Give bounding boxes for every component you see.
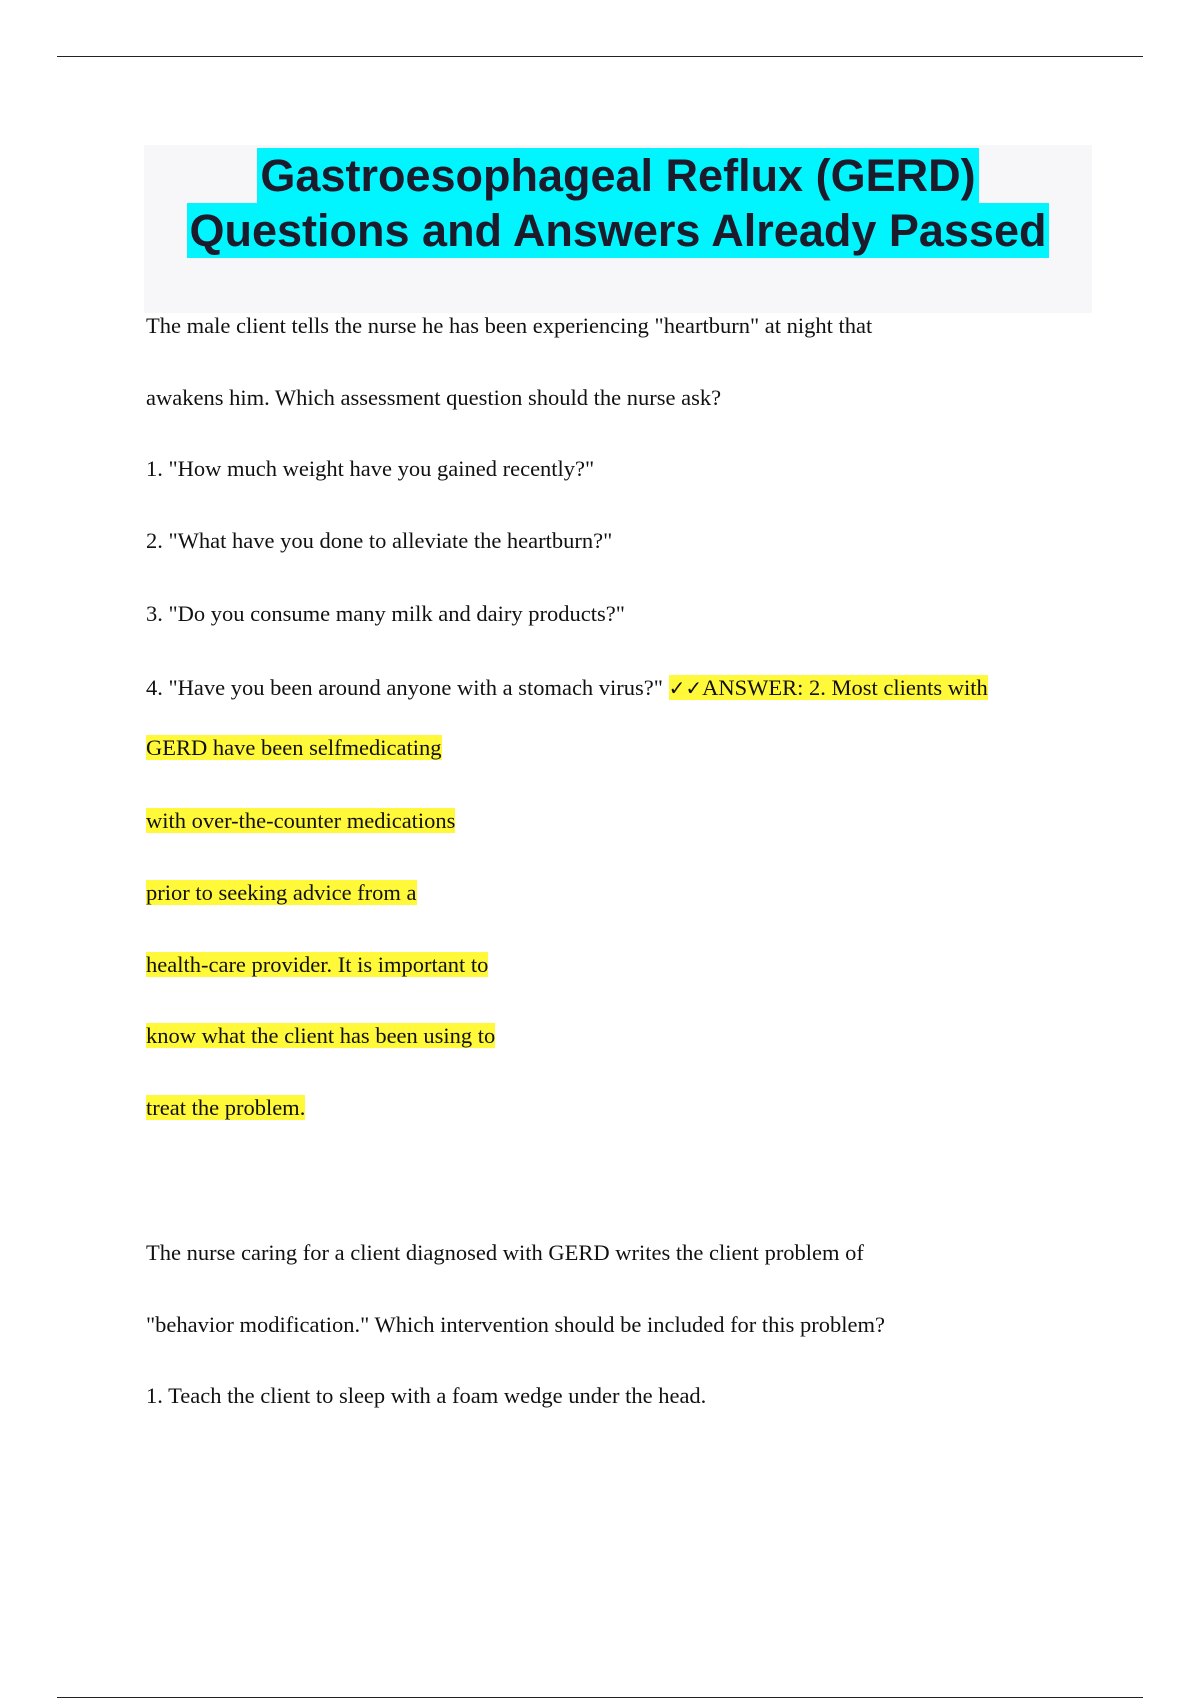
q1-answer-line-5 (146, 950, 488, 980)
q1-answer-line-4 (146, 878, 417, 908)
q2-option-1: 1. Teach the client to sleep with a foam wedge under the head. (146, 1383, 707, 1408)
document-title (144, 145, 1092, 313)
q1-answer-line-3 (146, 806, 455, 836)
q1-answer-text-3: with over-the-counter medications (146, 808, 456, 833)
q1-option-3: 3. "Do you consume many milk and dairy products?" (146, 601, 625, 626)
q1-option-4-with-answer (146, 673, 988, 703)
q1-answer-text-5: health-care provider. It is important to (146, 952, 489, 977)
q1-answer-start (669, 675, 988, 700)
q1-option-4: 4. "Have you been around anyone with a stomach virus?" (146, 675, 669, 700)
header-rule (57, 56, 1143, 57)
q1-answer-line-6 (146, 1021, 495, 1051)
q1-stem-line-2: awakens him. Which assessment question should the nurse ask? (146, 385, 722, 410)
q1-answer-text-6: know what the client has been using to (146, 1023, 496, 1048)
q1-stem-line-1: The male client tells the nurse he has been experiencing "heartburn" at night that (146, 313, 873, 338)
q1-answer-text-4: prior to seeking advice from a (146, 880, 417, 905)
q2-stem-line-1: The nurse caring for a client diagnosed with GERD writes the client problem of (146, 1240, 864, 1265)
q1-answer-line-1: ANSWER: 2. Most clients with (702, 675, 988, 700)
q1-option-1: 1. "How much weight have you gained recently?" (146, 456, 595, 481)
double-check-icon: ✓✓ (668, 676, 703, 700)
q2-stem-line-2: "behavior modification." Which intervention should be included for this problem? (146, 1312, 886, 1337)
q1-answer-text-2: GERD have been selfmedicating (146, 735, 442, 760)
q1-answer-line-7 (146, 1093, 305, 1123)
q1-answer-line-2 (146, 733, 442, 763)
title-line-1: Gastroesophageal Reflux (GERD) (257, 148, 978, 203)
footer-rule (57, 1697, 1143, 1698)
title-line-2: Questions and Answers Already Passed (187, 203, 1050, 258)
q1-option-2: 2. "What have you done to alleviate the heartburn?" (146, 528, 613, 553)
q1-answer-text-7: treat the problem. (146, 1095, 306, 1120)
